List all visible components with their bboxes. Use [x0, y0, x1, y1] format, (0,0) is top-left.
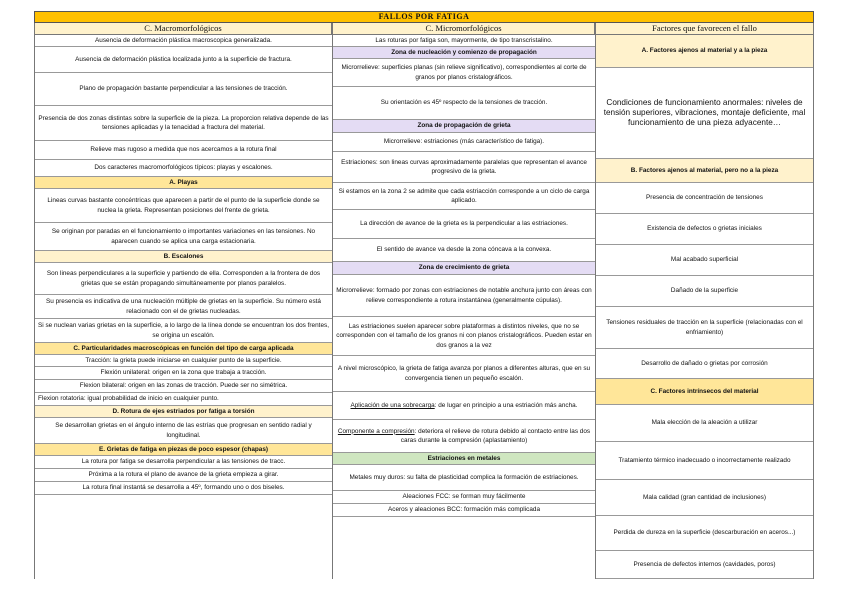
- table-cell: Metales muy duros: su falta de plasticidad complica la formación de estriaciones.: [333, 465, 595, 491]
- table-cell: Lineas curvas bastante concéntricas que aparecen a partir de el punto de la superficie donde se nuclea la grieta. Representan posiciones del frente de grieta.: [35, 189, 332, 223]
- table-cell: Su presencia es indicativa de una nucleación múltiple de grietas en la superficie. Su número está relacionado con el de grietas nucleadas.: [35, 295, 332, 319]
- table-cell: Tensiones residuales de tracción en la superficie (relacionadas con el enfriamiento): [596, 307, 813, 349]
- cell-text: : deteriora el relieve de rotura debido al contacto entre las dos caras durante la compresión (aplastamiento): [400, 427, 591, 444]
- table-cell: Las estriaciones suelen aparecer sobre plataformas a distintos niveles, que no se corresponden con el tamaño de los granos ni con planos cristalográficos. Pueden estar en dos granos a la vez: [333, 317, 595, 356]
- micro-column: [332, 35, 595, 579]
- header-row: [34, 23, 814, 35]
- table-cell: Microrrelieve: estriaciones (más característico de fatiga).: [333, 133, 595, 152]
- table-cell: Tratamiento térmico inadecuado o incorrectamente realizado: [596, 442, 813, 480]
- table-cell: Mala calidad (gran cantidad de inclusiones): [596, 480, 813, 516]
- table-cell: Presencia de dos zonas distintas sobre la superficie de la pieza. La proporcion relativa depende de las tensiones aplicadas y la tenacidad a fractura del material.: [35, 106, 332, 141]
- table-cell: Se desarrollan grietas en el ángulo interno de las estrías que progresan en sentido radial y longitudinal.: [35, 418, 332, 444]
- table-cell: Si se nuclean varias grietas en la superficie, a lo largo de la línea donde se encuentran los dos frentes, se origina un escalón.: [35, 319, 332, 343]
- section-heading: B. Factores ajenos al material, pero no a la pieza: [596, 159, 813, 183]
- table-cell: Microrrelieve: formado por zonas con estriaciones de notable anchura junto con áreas con relieve correspondiente a rotura instantánea (generalmente cúpulas).: [333, 275, 595, 317]
- table-cell: La dirección de avance de la grieta es la perpendicular a las estriaciones.: [333, 210, 595, 239]
- macro-column: [34, 35, 332, 579]
- cell-text: : de lugar en principio a una estriación más ancha.: [434, 401, 578, 409]
- table-cell: Presencia de defectos internos (cavidades, poros): [596, 551, 813, 579]
- fatigue-table: [34, 11, 814, 579]
- table-cell: El sentido de avance va desde la zona cóncava a la convexa.: [333, 239, 595, 262]
- table-cell: Mal acabado superficial: [596, 245, 813, 276]
- table-cell: Su orientación es 45º respecto de la tensiones de tracción.: [333, 87, 595, 120]
- factores-column: [595, 35, 814, 579]
- table-cell: Microrrelieve: superficies planas (sin relieve significativo), correspondientes al corte de granos por planos cristalográficos.: [333, 59, 595, 87]
- section-heading: C. Factores intrínsecos del material: [596, 379, 813, 405]
- table-cell: Flexión unilateral: origen en la zona que trabaja a tracción.: [35, 367, 332, 380]
- table-cell: Perdida de dureza en la superficie (descarburación en aceros...): [596, 516, 813, 551]
- table-cell: A nivel microscópico, la grieta de fatiga avanza por planos a diferentes alturas, que en su convergencia tienen un pequeño escalón.: [333, 356, 595, 392]
- table-cell: Estriaciones: son lineas curvas aproximadamente paralelas que representan el avance progresivo de la grieta.: [333, 152, 595, 183]
- section-heading: Estriaciones en metales: [333, 453, 595, 465]
- table-cell: Presencia de concentración de tensiones: [596, 183, 813, 214]
- section-heading: E. Grietas de fatiga en piezas de poco espesor (chapas): [35, 444, 332, 456]
- underlined-term: Aplicación de una sobrecarga: [350, 401, 435, 409]
- section-heading: C. Particularidades macroscópicas en función del tipo de carga aplicada: [35, 343, 332, 355]
- table-cell: Flexion bilateral: origen en las zonas de tracción. Puede ser no simétrica.: [35, 380, 332, 393]
- table-cell: [333, 392, 595, 420]
- section-heading: A. Factores ajenos al material y a la pieza: [596, 35, 813, 68]
- section-heading: A. Playas: [35, 177, 332, 189]
- table-cell: Plano de propagación bastante perpendicular a las tensiones de tracción.: [35, 73, 332, 106]
- header-macro: C. Macromorfológicos: [34, 23, 332, 35]
- table-cell: Ausencia de deformación plástica macroscopica generalizada.: [35, 35, 332, 47]
- table-cell: Próxima a la rotura el plano de avance de la grieta empieza a girar.: [35, 469, 332, 482]
- table-cell: La rotura por fatiga se desarrolla perpendicular a las tensiones de tracc.: [35, 456, 332, 469]
- table-cell: Flexion rotatoria: igual probabilidad de inicio en cualquier punto.: [35, 393, 332, 406]
- table-cell: La rotura final instantá se desarrolla a 45º, formando uno o dos biseles.: [35, 482, 332, 495]
- table-cell: Desarrollo de dañado o grietas por corrosión: [596, 349, 813, 379]
- table-cell: Dos caracteres macromorfológicos típicos: playas y escalones.: [35, 160, 332, 177]
- table-cell: Relieve mas rugoso a medida que nos acercamos a la rotura final: [35, 141, 332, 160]
- header-micro: C. Micromorfológicos: [332, 23, 595, 35]
- table-title: FALLOS POR FATIGA: [34, 11, 814, 23]
- table-cell: Ausencia de deformación plástica localizada junto a la superficie de fractura.: [35, 47, 332, 73]
- table-cell: Tracción: la grieta puede iniciarse en cualquier punto de la superficie.: [35, 355, 332, 367]
- section-heading: Zona de crecimiento de grieta: [333, 262, 595, 275]
- section-heading: B. Escalones: [35, 251, 332, 263]
- table-cell: [333, 420, 595, 453]
- table-cell: Condiciones de funcionamiento anormales: niveles de tensión superiores, vibraciones, montaje deficiente, mal funcionamiento de una pieza adyacente…: [596, 68, 813, 159]
- table-cell: Si estamos en la zona 2 se admite que cada estriacción corresponde a un ciclo de carga aplicado.: [333, 183, 595, 210]
- table-cell: Aleaciones FCC: se forman muy fácilmente: [333, 491, 595, 504]
- table-cell: Mala elección de la aleación a utilizar: [596, 405, 813, 442]
- table-cell: Dañado de la superficie: [596, 276, 813, 307]
- section-heading: Zona de propagación de grieta: [333, 120, 595, 133]
- section-heading: D. Rotura de ejes estriados por fatiga a torsión: [35, 406, 332, 418]
- table-cell: Se originan por paradas en el funcionamiento o importantes variaciones en las tensiones. No aparecen cuando se aplica una carga estacionaria.: [35, 223, 332, 251]
- header-factores: Factores que favorecen el fallo: [595, 23, 814, 35]
- section-heading: Zona de nucleación y comienzo de propagación: [333, 47, 595, 59]
- table-cell: Aceros y aleaciones BCC: formación más complicada: [333, 504, 595, 517]
- table-cell: Son lineas perpendiculares a la superficie y partiendo de ella. Corresponden a la frontera de dos grietas que se están propagando simultáneamente por planos paralelos.: [35, 263, 332, 295]
- underlined-term: Componente a compresión: [337, 427, 415, 435]
- table-cell: Las roturas por fatiga son, mayormente, de tipo transcristalino.: [333, 35, 595, 47]
- table-cell: Existencia de defectos o grietas iniciales: [596, 214, 813, 245]
